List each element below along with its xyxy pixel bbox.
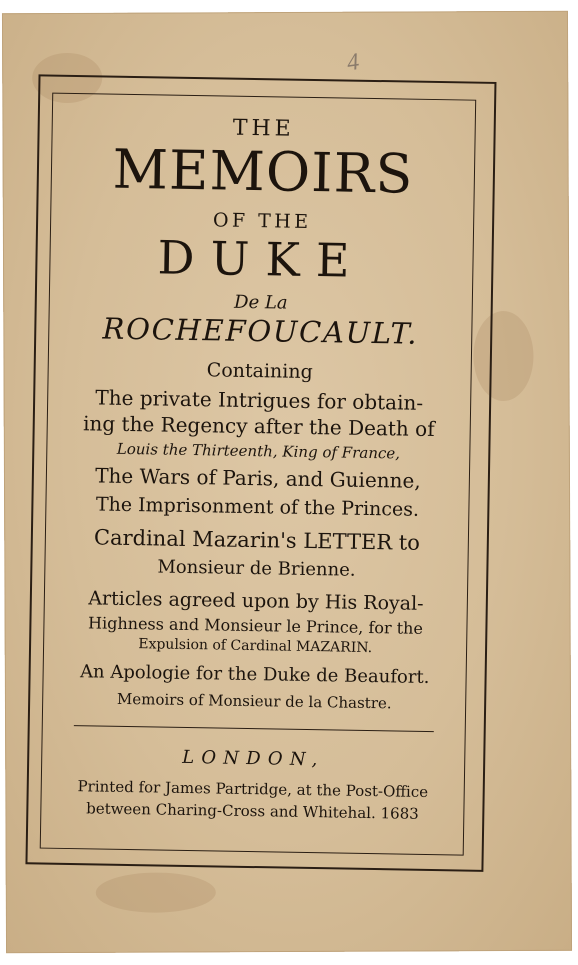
contents-line: An Apologie for the Duke de Beaufort.: [79, 661, 430, 688]
imprint-city: LONDON,: [181, 746, 325, 771]
contents-line: ing the Regency after the Death of: [82, 411, 435, 442]
title-block: [52, 105, 464, 852]
title-page: [2, 11, 572, 953]
contents-line: The Wars of Paris, and Guienne,: [95, 463, 421, 493]
contents-line: Cardinal Mazarin's LETTER to: [93, 525, 421, 555]
the-heading: THE: [232, 115, 295, 142]
rochefoucault-heading: ROCHEFOUCAULT.: [102, 311, 419, 351]
contents-line: Louis the Thirteenth, King of France,: [116, 439, 401, 463]
contents-line: Highness and Monsieur le Prince, for the: [87, 613, 424, 638]
contents-line: Articles agreed upon by His Royal-: [88, 587, 424, 615]
de-la-heading: De La: [233, 291, 288, 314]
contents-line: Expulsion of Cardinal MAZARIN.: [138, 636, 373, 657]
divider-rule: [74, 725, 434, 732]
contents-line: The private Intrigues for obtain-: [95, 385, 424, 415]
containing-label: Containing: [206, 359, 313, 384]
duke-heading: DUKE: [157, 230, 367, 288]
contents-line: The Imprisonment of the Princes.: [95, 493, 420, 521]
age-stain: [96, 872, 216, 913]
memoirs-heading: MEMOIRS: [112, 137, 414, 206]
of-the-heading: OF THE: [212, 209, 312, 233]
imprint-line: Printed for James Partridge, at the Post-Office: [77, 777, 429, 801]
pencil-mark: 4: [345, 48, 361, 77]
imprint-line: between Charing-Cross and Whitehal. 1683: [86, 799, 419, 823]
contents-line: Memoirs of Monsieur de la Chastre.: [116, 689, 392, 713]
contents-line: Monsieur de Brienne.: [157, 556, 356, 581]
